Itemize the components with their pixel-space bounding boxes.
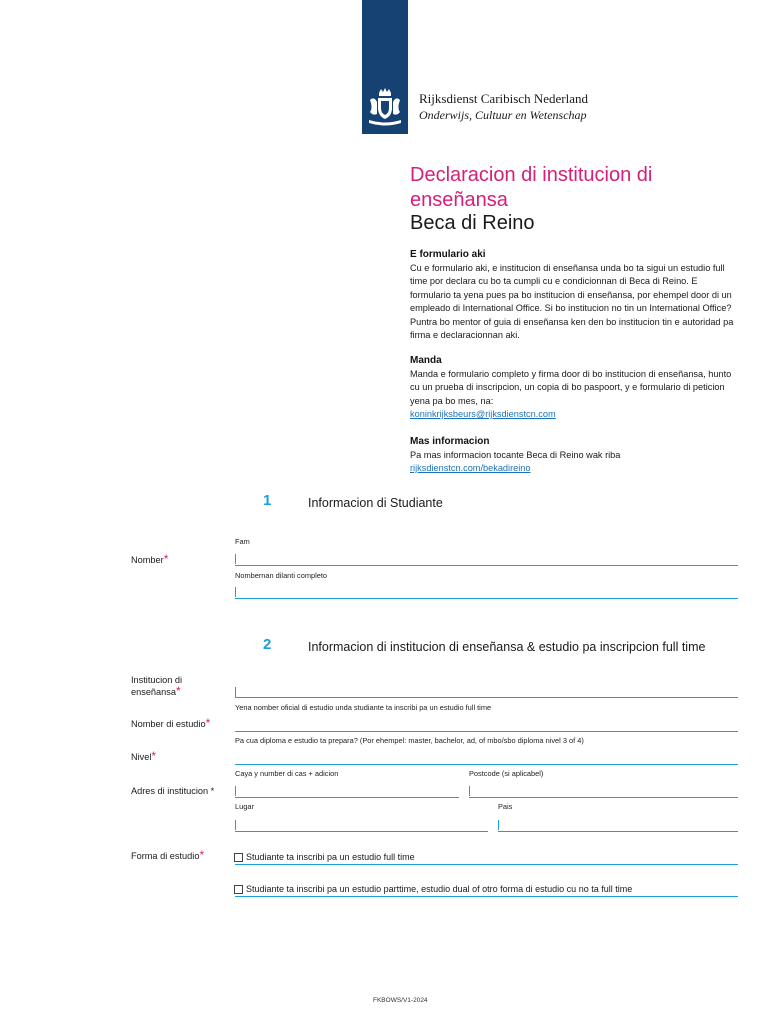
form-code-footer: FKBOWS/V1-2024 [373, 997, 428, 1004]
send-email-link[interactable]: koninkrijksbeurs@rijksdienstcn.com [410, 409, 556, 419]
institution-hint: Yena nomber oficial di estudio unda studiante ta inscribi pa un estudio full time [235, 703, 492, 712]
document-title: Declaracion di institucion di enseñansa [410, 164, 653, 211]
fulltime-option-label: Studiante ta inscribi pa un estudio full time [246, 852, 415, 862]
surname-field[interactable] [235, 565, 738, 566]
section-2-number: 2 [263, 636, 272, 653]
send-heading: Manda [410, 355, 442, 366]
institution-cursor [235, 687, 236, 697]
form-info-heading: E formulario aki [410, 249, 486, 260]
name-label: Nomber* [131, 552, 169, 566]
section-2-title: Informacion di institucion di enseñansa & estudio pa inscripcion full time [308, 640, 706, 654]
more-info-link[interactable]: rijksdienstcn.com/bekadireino [410, 463, 531, 473]
form-info-text: Cu e formulario aki, e institucion di enseñansa unda bo ta sigui un estudio full time por declara cu bo ta cumpli cu e condicionnan di Beca di Reino. E formulario ta yena pues pa bo institucion di enseñansa, por ehempel door di un empleado di International Office. Si bo institucion no tin un International Office? Puntra bo mentor of guia di enseñansa ken den bo institucion tin e autoridad pa firma e declaracionnan aki. [410, 263, 734, 341]
study-name-field[interactable] [235, 731, 738, 732]
firstnames-hint: Nombernan dilanti completo [235, 571, 328, 580]
more-info-heading: Mas informacion [410, 436, 490, 447]
more-info-text: Pa mas informacion tocante Beca di Reino wak riba [410, 450, 621, 460]
street-cursor [235, 786, 236, 796]
fulltime-checkbox[interactable] [234, 853, 243, 862]
coat-of-arms-logo [362, 86, 408, 126]
parttime-checkbox[interactable] [234, 885, 243, 894]
study-name-label: Nomber di estudio* [131, 716, 211, 730]
level-hint: Pa cua diploma e estudio ta prepara? (Por ehempel: master, bachelor, ad, of mbo/sbo diploma nivel 3 of 4) [235, 736, 584, 745]
country-hint: Pais [498, 802, 513, 811]
postcode-hint: Postcode (si aplicabel) [469, 769, 544, 778]
country-field[interactable] [498, 831, 738, 832]
level-label: Nivel* [131, 749, 157, 763]
section-1-number: 1 [263, 492, 272, 509]
surname-hint: Fam [235, 537, 250, 546]
study-form-label: Forma di estudio* [131, 848, 205, 862]
level-field[interactable] [235, 764, 738, 765]
section-1-title: Informacion di Studiante [308, 496, 443, 510]
parttime-option-label: Studiante ta inscribi pa un estudio parttime, estudio dual of otro forma di estudio cu no ta full time [246, 884, 633, 894]
street-hint: Caya y number di cas + adicion [235, 769, 339, 778]
organization-department: Onderwijs, Cultuur en Wetenschap [419, 108, 587, 122]
address-label: Adres di institucion * [131, 786, 215, 796]
surname-cursor [235, 554, 236, 564]
postcode-field[interactable] [469, 797, 738, 798]
organization-name: Rijksdienst Caribisch Nederland [419, 91, 588, 106]
street-field[interactable] [235, 797, 459, 798]
institution-field[interactable] [235, 697, 738, 698]
institution-label: Institucion di enseñansa* [131, 675, 183, 698]
send-text: Manda e formulario completo y firma door di bo institucion di enseñansa, hunto cu un prueba di inscripcion, un copia di bo paspoort, y e formulario di peticion yena pa bo mes, na: [410, 369, 732, 406]
parttime-option-line [235, 896, 738, 897]
firstnames-cursor [235, 587, 236, 597]
place-field[interactable] [235, 831, 488, 832]
postcode-cursor [469, 786, 470, 796]
firstnames-field[interactable] [235, 598, 738, 599]
place-cursor [235, 820, 236, 830]
document-subtitle: Beca di Reino [410, 212, 535, 234]
place-hint: Lugar [235, 802, 254, 811]
country-cursor [498, 820, 499, 830]
fulltime-option-line [235, 864, 738, 865]
